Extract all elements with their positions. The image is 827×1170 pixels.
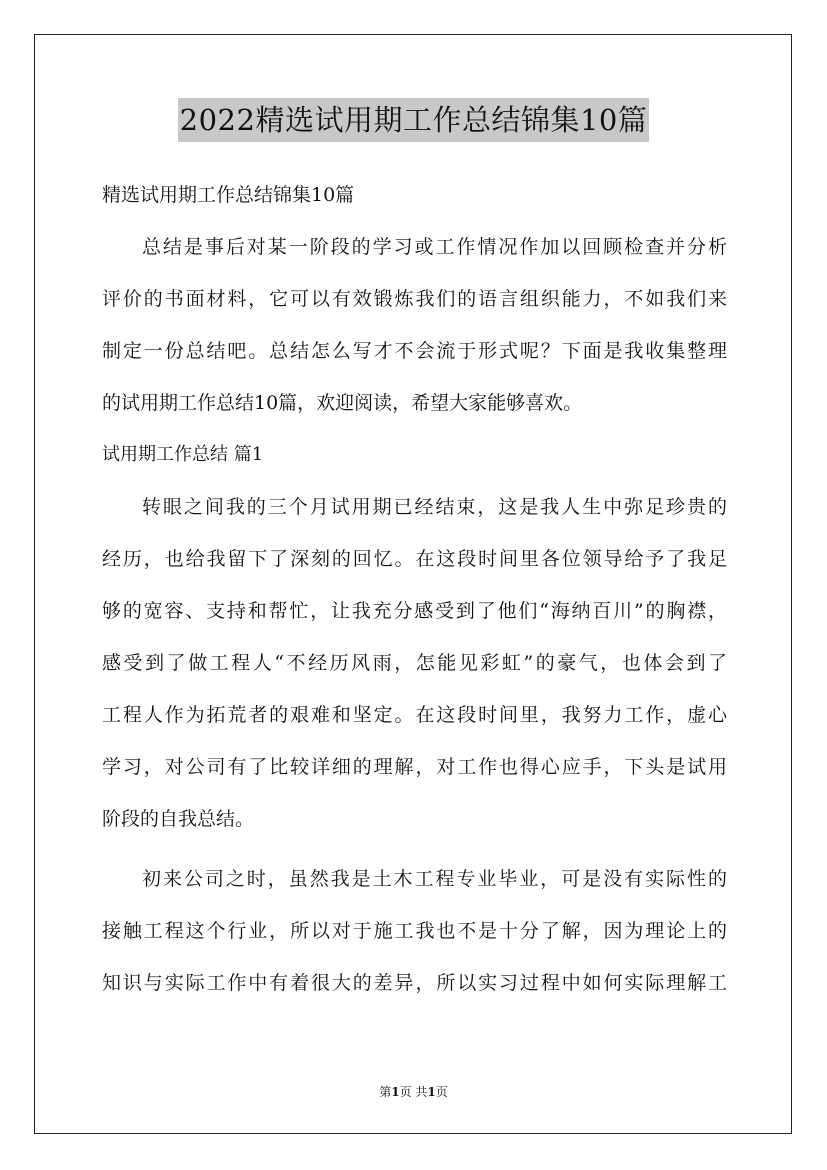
paragraph-line: 转眼之间我的三个月试用期已经结束，这是我人生中弥足珍贵的 [142,496,727,518]
title-container [0,98,827,142]
paragraph-line: 经历，也给我留下了深刻的回忆。在这段时间里各位领导给予了我足 [102,548,727,570]
section-heading: 试用期工作总结 篇1 [102,444,264,465]
footer-page-current: 1 [391,1085,400,1099]
paragraph-line: 接触工程这个行业，所以对于施工我也不是十分了解，因为理论上的 [102,920,727,942]
footer-page-total: 1 [427,1085,436,1099]
document-title: 2022精选试用期工作总结锦集10篇 [178,98,650,142]
document-body [102,173,727,1013]
intro-line: 评价的书面材料，它可以有效锻炼我们的语言组织能力，不如我们来 [102,288,727,310]
footer-page-prefix: 第 [379,1085,392,1099]
intro-line: 总结是事后对某一阶段的学习或工作情况作加以回顾检查并分析 [142,236,727,258]
paragraph-line: 初来公司之时，虽然我是土木工程专业毕业，可是没有实际性的 [142,868,727,890]
paragraph-line: 感受到了做工程人“不经历风雨，怎能见彩虹”的豪气，也体会到了 [102,652,727,674]
paragraph-line: 工程人作为拓荒者的艰难和坚定。在这段时间里，我努力工作，虚心 [102,704,727,726]
document-subtitle: 精选试用期工作总结锦集10篇 [102,184,355,206]
paragraph-line: 学习，对公司有了比较详细的理解，对工作也得心应手，下头是试用 [102,756,727,778]
paragraph-line: 够的宽容、支持和帮忙，让我充分感受到了他们“海纳百川”的胸襟， [102,600,727,622]
footer-page-mid: 页 共 [399,1085,428,1099]
page-footer [0,1084,827,1100]
intro-line: 制定一份总结吧。总结怎么写才不会流于形式呢？下面是我收集整理 [102,340,727,362]
paragraph-line: 阶段的自我总结。 [102,808,255,830]
intro-line: 的试用期工作总结10篇，欢迎阅读，希望大家能够喜欢。 [102,392,583,414]
footer-page-suffix: 页 [435,1085,448,1099]
paragraph-line: 知识与实际工作中有着很大的差异，所以实习过程中如何实际理解工 [102,972,727,994]
